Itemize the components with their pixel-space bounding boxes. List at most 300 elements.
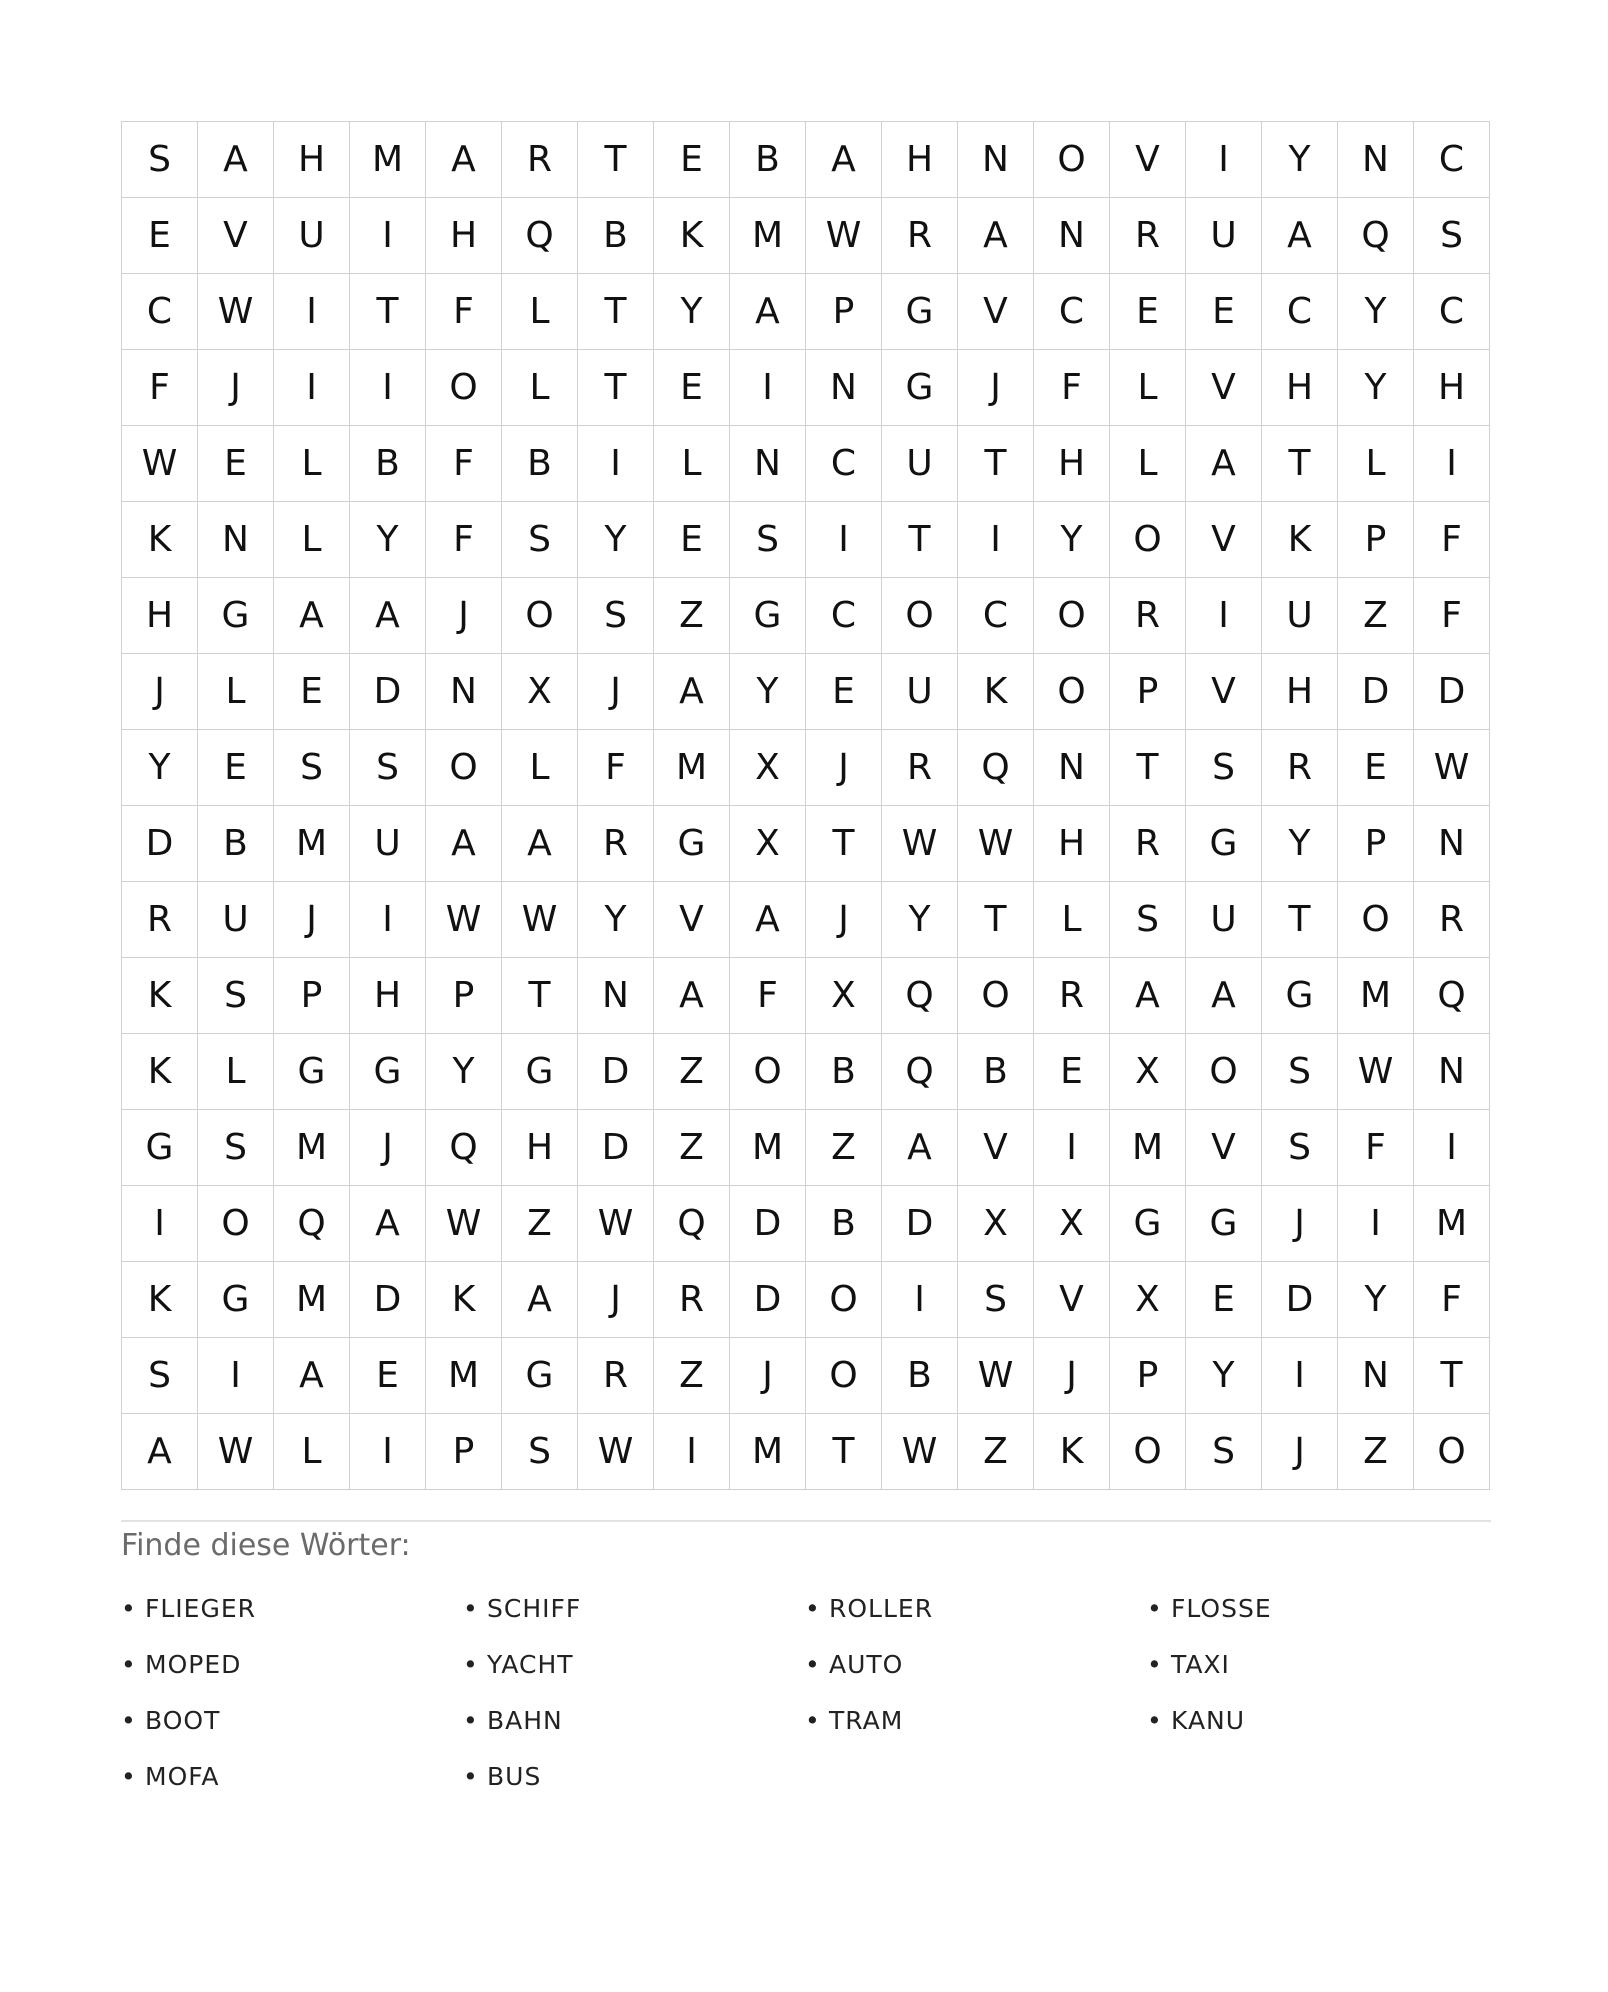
grid-cell[interactable]: H bbox=[274, 122, 350, 198]
grid-cell[interactable]: S bbox=[198, 958, 274, 1034]
grid-cell[interactable]: Y bbox=[1186, 1338, 1262, 1414]
grid-cell[interactable]: L bbox=[1338, 426, 1414, 502]
grid-cell[interactable]: W bbox=[426, 1186, 502, 1262]
grid-cell[interactable]: R bbox=[882, 730, 958, 806]
grid-cell[interactable]: R bbox=[1414, 882, 1490, 958]
grid-cell[interactable]: D bbox=[730, 1262, 806, 1338]
grid-cell[interactable]: J bbox=[350, 1110, 426, 1186]
grid-cell[interactable]: U bbox=[198, 882, 274, 958]
grid-cell[interactable]: K bbox=[1262, 502, 1338, 578]
grid-cell[interactable]: L bbox=[198, 654, 274, 730]
grid-cell[interactable]: Y bbox=[1338, 1262, 1414, 1338]
grid-cell[interactable]: E bbox=[1186, 274, 1262, 350]
grid-cell[interactable]: L bbox=[198, 1034, 274, 1110]
grid-cell[interactable]: I bbox=[122, 1186, 198, 1262]
grid-cell[interactable]: O bbox=[882, 578, 958, 654]
grid-cell[interactable]: W bbox=[502, 882, 578, 958]
grid-cell[interactable]: G bbox=[198, 578, 274, 654]
grid-cell[interactable]: X bbox=[1110, 1262, 1186, 1338]
grid-cell[interactable]: P bbox=[426, 1414, 502, 1490]
grid-cell[interactable]: Q bbox=[426, 1110, 502, 1186]
grid-cell[interactable]: A bbox=[198, 122, 274, 198]
grid-cell[interactable]: I bbox=[1262, 1338, 1338, 1414]
grid-cell[interactable]: Y bbox=[730, 654, 806, 730]
grid-cell[interactable]: A bbox=[654, 654, 730, 730]
grid-cell[interactable]: Z bbox=[958, 1414, 1034, 1490]
grid-cell[interactable]: O bbox=[1186, 1034, 1262, 1110]
grid-cell[interactable]: Y bbox=[1338, 274, 1414, 350]
grid-cell[interactable]: B bbox=[730, 122, 806, 198]
grid-cell[interactable]: B bbox=[350, 426, 426, 502]
grid-cell[interactable]: K bbox=[1034, 1414, 1110, 1490]
grid-cell[interactable]: W bbox=[882, 1414, 958, 1490]
grid-cell[interactable]: M bbox=[730, 198, 806, 274]
grid-cell[interactable]: R bbox=[1034, 958, 1110, 1034]
grid-cell[interactable]: Q bbox=[882, 1034, 958, 1110]
grid-cell[interactable]: H bbox=[350, 958, 426, 1034]
grid-cell[interactable]: L bbox=[502, 274, 578, 350]
grid-cell[interactable]: S bbox=[350, 730, 426, 806]
grid-cell[interactable]: M bbox=[274, 1110, 350, 1186]
grid-cell[interactable]: Y bbox=[1338, 350, 1414, 426]
grid-cell[interactable]: E bbox=[350, 1338, 426, 1414]
grid-cell[interactable]: P bbox=[426, 958, 502, 1034]
grid-cell[interactable]: I bbox=[578, 426, 654, 502]
grid-cell[interactable]: Z bbox=[502, 1186, 578, 1262]
grid-cell[interactable]: V bbox=[958, 1110, 1034, 1186]
grid-cell[interactable]: Q bbox=[1338, 198, 1414, 274]
grid-cell[interactable]: G bbox=[654, 806, 730, 882]
grid-cell[interactable]: B bbox=[806, 1034, 882, 1110]
grid-cell[interactable]: I bbox=[1186, 578, 1262, 654]
grid-cell[interactable]: W bbox=[1414, 730, 1490, 806]
grid-cell[interactable]: D bbox=[1338, 654, 1414, 730]
grid-cell[interactable]: T bbox=[350, 274, 426, 350]
grid-cell[interactable]: Z bbox=[654, 1338, 730, 1414]
grid-cell[interactable]: G bbox=[274, 1034, 350, 1110]
grid-cell[interactable]: A bbox=[350, 578, 426, 654]
grid-cell[interactable]: J bbox=[198, 350, 274, 426]
grid-cell[interactable]: S bbox=[578, 578, 654, 654]
grid-cell[interactable]: T bbox=[1110, 730, 1186, 806]
grid-cell[interactable]: G bbox=[502, 1034, 578, 1110]
grid-cell[interactable]: E bbox=[1338, 730, 1414, 806]
grid-cell[interactable]: M bbox=[350, 122, 426, 198]
grid-cell[interactable]: I bbox=[1414, 1110, 1490, 1186]
grid-cell[interactable]: R bbox=[1262, 730, 1338, 806]
grid-cell[interactable]: N bbox=[1338, 122, 1414, 198]
grid-cell[interactable]: H bbox=[1414, 350, 1490, 426]
grid-cell[interactable]: P bbox=[274, 958, 350, 1034]
grid-cell[interactable]: B bbox=[502, 426, 578, 502]
grid-cell[interactable]: W bbox=[426, 882, 502, 958]
grid-cell[interactable]: A bbox=[350, 1186, 426, 1262]
grid-cell[interactable]: U bbox=[274, 198, 350, 274]
grid-cell[interactable]: R bbox=[882, 198, 958, 274]
grid-cell[interactable]: Y bbox=[882, 882, 958, 958]
grid-cell[interactable]: J bbox=[122, 654, 198, 730]
grid-cell[interactable]: Y bbox=[350, 502, 426, 578]
grid-cell[interactable]: W bbox=[882, 806, 958, 882]
grid-cell[interactable]: A bbox=[122, 1414, 198, 1490]
grid-cell[interactable]: I bbox=[654, 1414, 730, 1490]
grid-cell[interactable]: S bbox=[1262, 1110, 1338, 1186]
grid-cell[interactable]: Q bbox=[882, 958, 958, 1034]
grid-cell[interactable]: V bbox=[198, 198, 274, 274]
grid-cell[interactable]: F bbox=[426, 502, 502, 578]
grid-cell[interactable]: A bbox=[1110, 958, 1186, 1034]
grid-cell[interactable]: T bbox=[882, 502, 958, 578]
grid-cell[interactable]: F bbox=[1414, 578, 1490, 654]
grid-cell[interactable]: W bbox=[198, 274, 274, 350]
grid-cell[interactable]: R bbox=[502, 122, 578, 198]
grid-cell[interactable]: Y bbox=[1262, 122, 1338, 198]
grid-cell[interactable]: J bbox=[806, 730, 882, 806]
grid-cell[interactable]: G bbox=[1262, 958, 1338, 1034]
grid-cell[interactable]: K bbox=[122, 1262, 198, 1338]
grid-cell[interactable]: A bbox=[882, 1110, 958, 1186]
grid-cell[interactable]: W bbox=[198, 1414, 274, 1490]
grid-cell[interactable]: Q bbox=[958, 730, 1034, 806]
grid-cell[interactable]: S bbox=[198, 1110, 274, 1186]
grid-cell[interactable]: E bbox=[1034, 1034, 1110, 1110]
grid-cell[interactable]: O bbox=[198, 1186, 274, 1262]
grid-cell[interactable]: T bbox=[502, 958, 578, 1034]
grid-cell[interactable]: D bbox=[1414, 654, 1490, 730]
grid-cell[interactable]: A bbox=[1186, 958, 1262, 1034]
grid-cell[interactable]: J bbox=[958, 350, 1034, 426]
grid-cell[interactable]: C bbox=[1414, 274, 1490, 350]
grid-cell[interactable]: C bbox=[1034, 274, 1110, 350]
grid-cell[interactable]: F bbox=[426, 426, 502, 502]
grid-cell[interactable]: S bbox=[730, 502, 806, 578]
grid-cell[interactable]: S bbox=[1110, 882, 1186, 958]
grid-cell[interactable]: O bbox=[1034, 654, 1110, 730]
grid-cell[interactable]: V bbox=[1186, 654, 1262, 730]
grid-cell[interactable]: A bbox=[1186, 426, 1262, 502]
grid-cell[interactable]: E bbox=[122, 198, 198, 274]
grid-cell[interactable]: H bbox=[502, 1110, 578, 1186]
grid-cell[interactable]: A bbox=[730, 274, 806, 350]
grid-cell[interactable]: S bbox=[122, 122, 198, 198]
grid-cell[interactable]: N bbox=[1338, 1338, 1414, 1414]
grid-cell[interactable]: S bbox=[958, 1262, 1034, 1338]
grid-cell[interactable]: A bbox=[426, 122, 502, 198]
grid-cell[interactable]: T bbox=[1262, 426, 1338, 502]
grid-cell[interactable]: O bbox=[806, 1262, 882, 1338]
grid-cell[interactable]: I bbox=[350, 350, 426, 426]
grid-cell[interactable]: I bbox=[958, 502, 1034, 578]
grid-cell[interactable]: T bbox=[578, 274, 654, 350]
grid-cell[interactable]: T bbox=[958, 882, 1034, 958]
grid-cell[interactable]: H bbox=[1034, 426, 1110, 502]
grid-cell[interactable]: I bbox=[1414, 426, 1490, 502]
grid-cell[interactable]: T bbox=[958, 426, 1034, 502]
grid-cell[interactable]: V bbox=[1110, 122, 1186, 198]
grid-cell[interactable]: H bbox=[426, 198, 502, 274]
grid-cell[interactable]: X bbox=[1110, 1034, 1186, 1110]
grid-cell[interactable]: E bbox=[806, 654, 882, 730]
grid-cell[interactable]: O bbox=[1110, 1414, 1186, 1490]
grid-cell[interactable]: C bbox=[806, 578, 882, 654]
grid-cell[interactable]: A bbox=[274, 578, 350, 654]
grid-cell[interactable]: G bbox=[882, 350, 958, 426]
grid-cell[interactable]: X bbox=[730, 806, 806, 882]
grid-cell[interactable]: Z bbox=[654, 1034, 730, 1110]
grid-cell[interactable]: O bbox=[806, 1338, 882, 1414]
grid-cell[interactable]: J bbox=[426, 578, 502, 654]
grid-cell[interactable]: J bbox=[578, 1262, 654, 1338]
grid-cell[interactable]: Q bbox=[1414, 958, 1490, 1034]
grid-cell[interactable]: J bbox=[578, 654, 654, 730]
grid-cell[interactable]: G bbox=[350, 1034, 426, 1110]
grid-cell[interactable]: N bbox=[1414, 806, 1490, 882]
grid-cell[interactable]: J bbox=[274, 882, 350, 958]
grid-cell[interactable]: N bbox=[1414, 1034, 1490, 1110]
grid-cell[interactable]: N bbox=[198, 502, 274, 578]
grid-cell[interactable]: T bbox=[806, 1414, 882, 1490]
grid-cell[interactable]: X bbox=[730, 730, 806, 806]
grid-cell[interactable]: U bbox=[882, 426, 958, 502]
grid-cell[interactable]: O bbox=[426, 350, 502, 426]
grid-cell[interactable]: Z bbox=[654, 1110, 730, 1186]
grid-cell[interactable]: F bbox=[730, 958, 806, 1034]
grid-cell[interactable]: F bbox=[1034, 350, 1110, 426]
grid-cell[interactable]: C bbox=[806, 426, 882, 502]
grid-cell[interactable]: G bbox=[1186, 806, 1262, 882]
grid-cell[interactable]: D bbox=[1262, 1262, 1338, 1338]
grid-cell[interactable]: M bbox=[1110, 1110, 1186, 1186]
grid-cell[interactable]: I bbox=[882, 1262, 958, 1338]
grid-cell[interactable]: A bbox=[958, 198, 1034, 274]
grid-cell[interactable]: D bbox=[730, 1186, 806, 1262]
grid-cell[interactable]: M bbox=[426, 1338, 502, 1414]
grid-cell[interactable]: D bbox=[350, 654, 426, 730]
grid-cell[interactable]: F bbox=[426, 274, 502, 350]
grid-cell[interactable]: F bbox=[578, 730, 654, 806]
grid-cell[interactable]: Z bbox=[654, 578, 730, 654]
grid-cell[interactable]: D bbox=[350, 1262, 426, 1338]
grid-cell[interactable]: I bbox=[350, 198, 426, 274]
grid-cell[interactable]: O bbox=[1414, 1414, 1490, 1490]
grid-cell[interactable]: L bbox=[1034, 882, 1110, 958]
grid-cell[interactable]: O bbox=[730, 1034, 806, 1110]
grid-cell[interactable]: I bbox=[274, 274, 350, 350]
grid-cell[interactable]: P bbox=[806, 274, 882, 350]
grid-cell[interactable]: K bbox=[426, 1262, 502, 1338]
grid-cell[interactable]: I bbox=[806, 502, 882, 578]
grid-cell[interactable]: O bbox=[426, 730, 502, 806]
grid-cell[interactable]: R bbox=[578, 1338, 654, 1414]
grid-cell[interactable]: N bbox=[806, 350, 882, 426]
grid-cell[interactable]: R bbox=[578, 806, 654, 882]
grid-cell[interactable]: I bbox=[350, 1414, 426, 1490]
grid-cell[interactable]: X bbox=[502, 654, 578, 730]
grid-cell[interactable]: E bbox=[198, 426, 274, 502]
grid-cell[interactable]: L bbox=[274, 1414, 350, 1490]
grid-cell[interactable]: C bbox=[1262, 274, 1338, 350]
grid-cell[interactable]: I bbox=[1338, 1186, 1414, 1262]
grid-cell[interactable]: I bbox=[730, 350, 806, 426]
grid-cell[interactable]: V bbox=[1186, 1110, 1262, 1186]
grid-cell[interactable]: L bbox=[502, 350, 578, 426]
grid-cell[interactable]: P bbox=[1338, 502, 1414, 578]
grid-cell[interactable]: A bbox=[1262, 198, 1338, 274]
grid-cell[interactable]: I bbox=[1034, 1110, 1110, 1186]
grid-cell[interactable]: P bbox=[1338, 806, 1414, 882]
grid-cell[interactable]: Q bbox=[274, 1186, 350, 1262]
grid-cell[interactable]: R bbox=[122, 882, 198, 958]
grid-cell[interactable]: W bbox=[958, 806, 1034, 882]
grid-cell[interactable]: L bbox=[274, 502, 350, 578]
grid-cell[interactable]: F bbox=[122, 350, 198, 426]
grid-cell[interactable]: T bbox=[1414, 1338, 1490, 1414]
grid-cell[interactable]: K bbox=[958, 654, 1034, 730]
grid-cell[interactable]: Z bbox=[1338, 578, 1414, 654]
grid-cell[interactable]: Y bbox=[578, 502, 654, 578]
grid-cell[interactable]: E bbox=[654, 502, 730, 578]
grid-cell[interactable]: H bbox=[1034, 806, 1110, 882]
grid-cell[interactable]: M bbox=[730, 1110, 806, 1186]
grid-cell[interactable]: L bbox=[1110, 426, 1186, 502]
grid-cell[interactable]: L bbox=[1110, 350, 1186, 426]
grid-cell[interactable]: N bbox=[730, 426, 806, 502]
grid-cell[interactable]: A bbox=[502, 806, 578, 882]
grid-cell[interactable]: U bbox=[1262, 578, 1338, 654]
grid-cell[interactable]: E bbox=[1186, 1262, 1262, 1338]
grid-cell[interactable]: H bbox=[1262, 654, 1338, 730]
grid-cell[interactable]: H bbox=[1262, 350, 1338, 426]
grid-cell[interactable]: K bbox=[654, 198, 730, 274]
grid-cell[interactable]: V bbox=[654, 882, 730, 958]
grid-cell[interactable]: J bbox=[806, 882, 882, 958]
grid-cell[interactable]: W bbox=[578, 1414, 654, 1490]
grid-cell[interactable]: G bbox=[198, 1262, 274, 1338]
grid-cell[interactable]: S bbox=[1414, 198, 1490, 274]
grid-cell[interactable]: B bbox=[882, 1338, 958, 1414]
grid-cell[interactable]: B bbox=[958, 1034, 1034, 1110]
grid-cell[interactable]: O bbox=[1034, 122, 1110, 198]
grid-cell[interactable]: M bbox=[1338, 958, 1414, 1034]
grid-cell[interactable]: F bbox=[1414, 502, 1490, 578]
grid-cell[interactable]: N bbox=[958, 122, 1034, 198]
grid-cell[interactable]: G bbox=[882, 274, 958, 350]
grid-cell[interactable]: X bbox=[958, 1186, 1034, 1262]
grid-cell[interactable]: R bbox=[1110, 806, 1186, 882]
grid-cell[interactable]: H bbox=[122, 578, 198, 654]
grid-cell[interactable]: G bbox=[730, 578, 806, 654]
grid-cell[interactable]: J bbox=[1262, 1186, 1338, 1262]
grid-cell[interactable]: E bbox=[1110, 274, 1186, 350]
grid-cell[interactable]: J bbox=[1262, 1414, 1338, 1490]
grid-cell[interactable]: V bbox=[958, 274, 1034, 350]
grid-cell[interactable]: F bbox=[1414, 1262, 1490, 1338]
grid-cell[interactable]: A bbox=[806, 122, 882, 198]
grid-cell[interactable]: T bbox=[1262, 882, 1338, 958]
grid-cell[interactable]: W bbox=[1338, 1034, 1414, 1110]
grid-cell[interactable]: S bbox=[274, 730, 350, 806]
grid-cell[interactable]: J bbox=[730, 1338, 806, 1414]
grid-cell[interactable]: G bbox=[1110, 1186, 1186, 1262]
grid-cell[interactable]: L bbox=[274, 426, 350, 502]
grid-cell[interactable]: W bbox=[958, 1338, 1034, 1414]
grid-cell[interactable]: M bbox=[730, 1414, 806, 1490]
grid-cell[interactable]: D bbox=[882, 1186, 958, 1262]
grid-cell[interactable]: Q bbox=[502, 198, 578, 274]
grid-cell[interactable]: B bbox=[806, 1186, 882, 1262]
grid-cell[interactable]: Z bbox=[1338, 1414, 1414, 1490]
grid-cell[interactable]: X bbox=[806, 958, 882, 1034]
grid-cell[interactable]: J bbox=[1034, 1338, 1110, 1414]
grid-cell[interactable]: L bbox=[654, 426, 730, 502]
grid-cell[interactable]: R bbox=[1110, 578, 1186, 654]
grid-cell[interactable]: Y bbox=[1262, 806, 1338, 882]
grid-cell[interactable]: O bbox=[1338, 882, 1414, 958]
grid-cell[interactable]: Y bbox=[654, 274, 730, 350]
grid-cell[interactable]: O bbox=[1034, 578, 1110, 654]
grid-cell[interactable]: W bbox=[578, 1186, 654, 1262]
grid-cell[interactable]: U bbox=[882, 654, 958, 730]
grid-cell[interactable]: T bbox=[806, 806, 882, 882]
grid-cell[interactable]: I bbox=[1186, 122, 1262, 198]
grid-cell[interactable]: A bbox=[274, 1338, 350, 1414]
grid-cell[interactable]: O bbox=[1110, 502, 1186, 578]
grid-cell[interactable]: V bbox=[1186, 502, 1262, 578]
grid-cell[interactable]: U bbox=[350, 806, 426, 882]
grid-cell[interactable]: S bbox=[1262, 1034, 1338, 1110]
grid-cell[interactable]: T bbox=[578, 350, 654, 426]
grid-cell[interactable]: S bbox=[122, 1338, 198, 1414]
grid-cell[interactable]: A bbox=[730, 882, 806, 958]
grid-cell[interactable]: M bbox=[274, 1262, 350, 1338]
grid-cell[interactable]: K bbox=[122, 502, 198, 578]
grid-cell[interactable]: E bbox=[274, 654, 350, 730]
grid-cell[interactable]: W bbox=[806, 198, 882, 274]
grid-cell[interactable]: Y bbox=[1034, 502, 1110, 578]
grid-cell[interactable]: O bbox=[502, 578, 578, 654]
grid-cell[interactable]: Y bbox=[426, 1034, 502, 1110]
grid-cell[interactable]: S bbox=[1186, 1414, 1262, 1490]
grid-cell[interactable]: I bbox=[274, 350, 350, 426]
grid-cell[interactable]: P bbox=[1110, 1338, 1186, 1414]
grid-cell[interactable]: G bbox=[502, 1338, 578, 1414]
grid-cell[interactable]: S bbox=[502, 502, 578, 578]
grid-cell[interactable]: K bbox=[122, 1034, 198, 1110]
grid-cell[interactable]: P bbox=[1110, 654, 1186, 730]
grid-cell[interactable]: E bbox=[654, 350, 730, 426]
grid-cell[interactable]: G bbox=[1186, 1186, 1262, 1262]
grid-cell[interactable]: R bbox=[654, 1262, 730, 1338]
grid-cell[interactable]: T bbox=[578, 122, 654, 198]
grid-cell[interactable]: F bbox=[1338, 1110, 1414, 1186]
grid-cell[interactable]: E bbox=[654, 122, 730, 198]
grid-cell[interactable]: D bbox=[578, 1034, 654, 1110]
grid-cell[interactable]: W bbox=[122, 426, 198, 502]
grid-cell[interactable]: Q bbox=[654, 1186, 730, 1262]
grid-cell[interactable]: D bbox=[122, 806, 198, 882]
grid-cell[interactable]: Y bbox=[578, 882, 654, 958]
grid-cell[interactable]: S bbox=[1186, 730, 1262, 806]
grid-cell[interactable]: N bbox=[578, 958, 654, 1034]
grid-cell[interactable]: U bbox=[1186, 882, 1262, 958]
grid-cell[interactable]: D bbox=[578, 1110, 654, 1186]
grid-cell[interactable]: B bbox=[578, 198, 654, 274]
grid-cell[interactable]: V bbox=[1034, 1262, 1110, 1338]
grid-cell[interactable]: V bbox=[1186, 350, 1262, 426]
grid-cell[interactable]: E bbox=[198, 730, 274, 806]
grid-cell[interactable]: N bbox=[1034, 730, 1110, 806]
grid-cell[interactable]: X bbox=[1034, 1186, 1110, 1262]
